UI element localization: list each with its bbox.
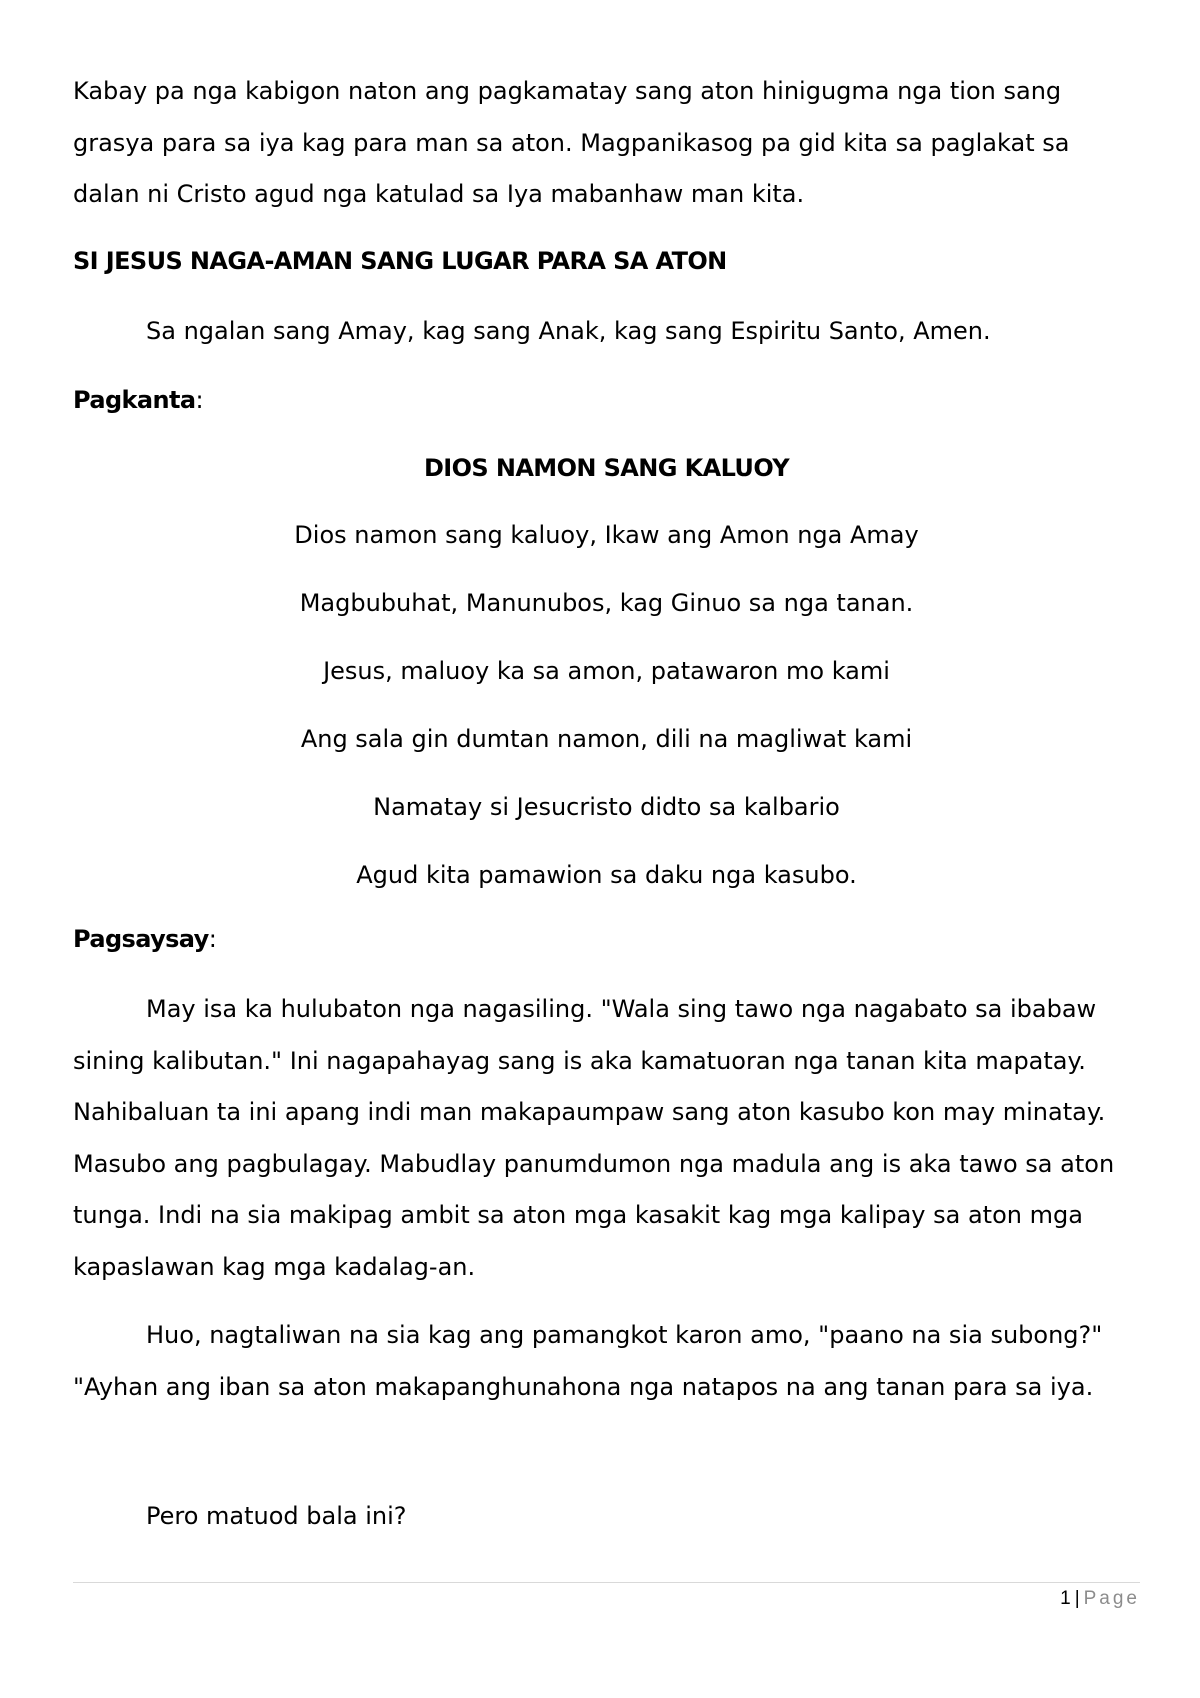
document-page bbox=[73, 0, 1140, 1698]
song-label-text: Pagkanta bbox=[73, 386, 196, 414]
section-heading: SI JESUS NAGA-AMAN SANG LUGAR PARA SA ATON bbox=[73, 247, 727, 275]
song-lyrics bbox=[73, 518, 1140, 926]
reflection-label-text: Pagsaysay bbox=[73, 925, 209, 953]
song-title: DIOS NAMON SANG KALUOY bbox=[423, 454, 790, 482]
reflection-paragraph: Huo, nagtaliwan na sia kag ang pamangkot karon amo, "paano na sia subong?" "Ayhan ang iban sa aton makapanghunahona nga natapos na ang tanan para sa iya. bbox=[73, 1321, 1103, 1401]
song-line: Namatay si Jesucristo didto sa kalbario bbox=[373, 793, 840, 821]
song-line: Magbubuhat, Manunubos, kag Ginuo sa nga tanan. bbox=[299, 589, 914, 617]
song-label bbox=[73, 383, 204, 417]
song-label-colon: : bbox=[195, 386, 204, 414]
song-line: Ang sala gin dumtan namon, dili na magliwat kami bbox=[300, 725, 913, 753]
song-line: Dios namon sang kaluoy, Ikaw ang Amon nga Amay bbox=[294, 521, 919, 549]
page-label: Page bbox=[1083, 1588, 1140, 1609]
reflection-label bbox=[73, 922, 217, 956]
reflection-label-colon: : bbox=[208, 925, 217, 953]
page-number: 1 bbox=[1060, 1588, 1071, 1609]
invocation-text: Sa ngalan sang Amay, kag sang Anak, kag sang Espiritu Santo, Amen. bbox=[146, 317, 991, 345]
reflection-paragraph: May isa ka hulubaton nga nagasiling. "Wala sing tawo nga nagabato sa ibabaw sining kalibutan." Ini nagapahayag sang is aka kamatuoran nga tanan kita mapatay. Nahibaluan ta ini apang indi man makapaumpaw sang aton kasubo kon may minatay. Masubo ang pagbulagay. Mabudlay panumdumon nga madula ang is aka tawo sa aton tunga. Indi na sia makipag ambit sa aton mga kasakit kag mga kalipay sa aton mga kapaslawan kag mga kadalag-an. bbox=[73, 995, 1115, 1281]
song-line: Agud kita pamawion sa daku nga kasubo. bbox=[356, 861, 857, 889]
page-footer bbox=[1060, 1588, 1140, 1610]
footer-divider bbox=[73, 1582, 1140, 1583]
intro-paragraph: Kabay pa nga kabigon naton ang pagkamatay sang aton hinigugma nga tion sang grasya para sa iya kag para man sa aton. Magpanikasog pa gid kita sa paglakat sa dalan ni Cristo agud nga katulad sa Iya mabanhaw man kita. bbox=[73, 77, 1070, 208]
footer-separator: | bbox=[1074, 1588, 1080, 1609]
reflection-paragraph: Pero matuod bala ini? bbox=[146, 1502, 407, 1530]
song-line: Jesus, maluoy ka sa amon, patawaron mo kami bbox=[323, 657, 890, 685]
